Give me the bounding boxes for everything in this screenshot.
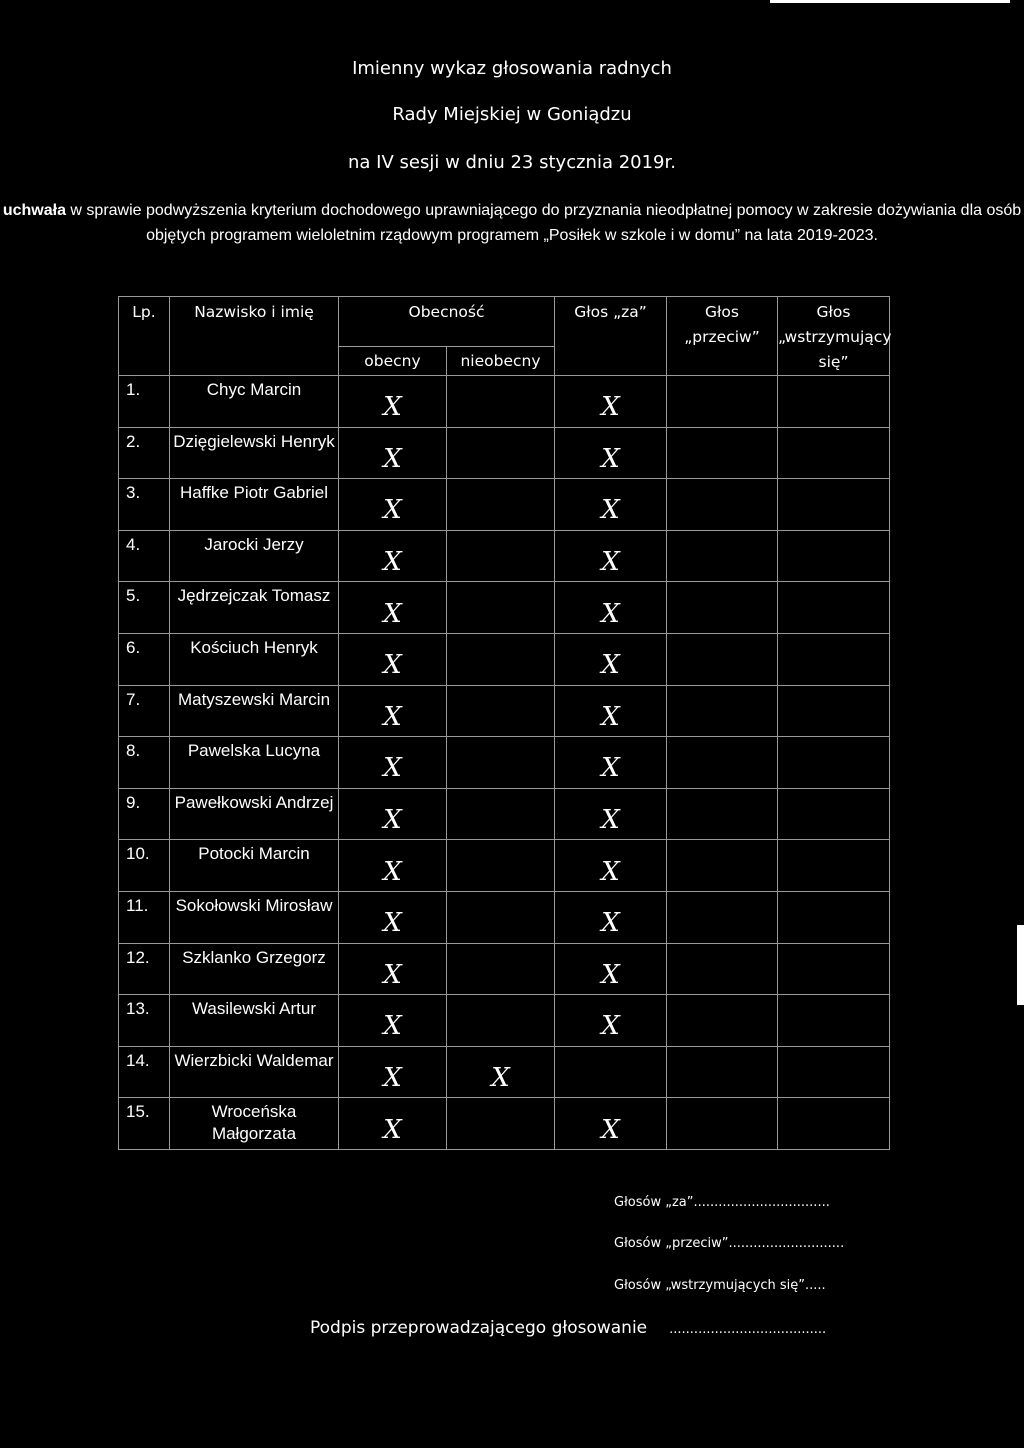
mark-za: X <box>555 995 667 1047</box>
mark-wstrzymujacy <box>778 582 890 634</box>
councillor-name: Jędrzejczak Tomasz <box>170 582 339 634</box>
mark-present: X <box>339 376 447 428</box>
mark-absent <box>447 582 555 634</box>
councillor-name: Pawełkowski Andrzej <box>170 788 339 840</box>
mark-absent <box>447 376 555 428</box>
signature-dots: ...................................... <box>669 1322 827 1337</box>
mark-wstrzymujacy <box>778 1046 890 1098</box>
mark-przeciw <box>667 685 778 737</box>
councillor-name: Szklanko Grzegorz <box>170 943 339 995</box>
mark-wstrzymujacy <box>778 891 890 943</box>
row-number: 11. <box>119 891 170 943</box>
mark-present: X <box>339 530 447 582</box>
mark-present: X <box>339 479 447 531</box>
header-presence: Obecność <box>339 297 555 347</box>
vote-table <box>118 296 890 1150</box>
table-row <box>119 530 890 582</box>
mark-wstrzymujacy <box>778 788 890 840</box>
mark-przeciw <box>667 737 778 789</box>
mark-present: X <box>339 1098 447 1150</box>
mark-wstrzymujacy <box>778 995 890 1047</box>
mark-present: X <box>339 633 447 685</box>
mark-absent <box>447 943 555 995</box>
resolution-text: w sprawie podwyższenia kryterium dochodowego uprawniającego do przyznania nieodpłatnej pomocy w zakresie dożywiania dla osób objętych programem wieloletnim rządowym programem „Posiłek w szkole i w domu” na lata 2019-2023. <box>65 202 1022 244</box>
table-row <box>119 427 890 479</box>
mark-present: X <box>339 685 447 737</box>
row-number: 12. <box>119 943 170 995</box>
mark-za: X <box>555 582 667 634</box>
table-row <box>119 685 890 737</box>
mark-za: X <box>555 737 667 789</box>
table-row <box>119 891 890 943</box>
mark-za: X <box>555 788 667 840</box>
mark-present: X <box>339 891 447 943</box>
mark-przeciw <box>667 1098 778 1150</box>
header-absent: nieobecny <box>447 346 555 375</box>
mark-za: X <box>555 943 667 995</box>
scan-side-mark <box>1017 925 1024 1005</box>
mark-wstrzymujacy <box>778 685 890 737</box>
mark-za: X <box>555 530 667 582</box>
mark-przeciw <box>667 633 778 685</box>
councillor-name: Wasilewski Artur <box>170 995 339 1047</box>
mark-za: X <box>555 891 667 943</box>
mark-present: X <box>339 943 447 995</box>
session-date: na IV sesji w dniu 23 stycznia 2019r. <box>348 152 676 173</box>
row-number: 9. <box>119 788 170 840</box>
mark-za: X <box>555 1098 667 1150</box>
table-row <box>119 943 890 995</box>
header-wstrzymujacy: Głos „wstrzymujący się” <box>778 297 890 376</box>
document-title: Imienny wykaz głosowania radnych <box>352 58 672 79</box>
mark-wstrzymujacy <box>778 633 890 685</box>
councillor-name: Chyc Marcin <box>170 376 339 428</box>
table-row <box>119 479 890 531</box>
mark-absent <box>447 530 555 582</box>
row-number: 6. <box>119 633 170 685</box>
row-number: 3. <box>119 479 170 531</box>
row-number: 10. <box>119 840 170 892</box>
mark-absent <box>447 633 555 685</box>
signature-label: Podpis przeprowadzającego głosowanie <box>310 1318 648 1338</box>
mark-absent <box>447 427 555 479</box>
councillor-name: Haffke Piotr Gabriel <box>170 479 339 531</box>
summary-przeciw: Głosów „przeciw”............................ <box>614 1236 845 1251</box>
table-row <box>119 840 890 892</box>
mark-wstrzymujacy <box>778 479 890 531</box>
mark-za: X <box>555 633 667 685</box>
resolution-subject <box>0 198 1024 248</box>
councillor-name: Pawelska Lucyna <box>170 737 339 789</box>
mark-absent <box>447 995 555 1047</box>
mark-absent <box>447 479 555 531</box>
mark-present: X <box>339 995 447 1047</box>
mark-absent <box>447 1098 555 1150</box>
table-row <box>119 1098 890 1150</box>
row-number: 4. <box>119 530 170 582</box>
header-za: Głos „za” <box>555 297 667 376</box>
row-number: 8. <box>119 737 170 789</box>
mark-present: X <box>339 840 447 892</box>
signature-line <box>310 1318 826 1338</box>
mark-za: X <box>555 376 667 428</box>
mark-przeciw <box>667 427 778 479</box>
row-number: 13. <box>119 995 170 1047</box>
row-number: 14. <box>119 1046 170 1098</box>
mark-absent <box>447 788 555 840</box>
scan-top-edge <box>770 0 1010 3</box>
table-row <box>119 633 890 685</box>
mark-przeciw <box>667 1046 778 1098</box>
mark-wstrzymujacy <box>778 943 890 995</box>
header-name: Nazwisko i imię <box>170 297 339 376</box>
mark-absent <box>447 737 555 789</box>
row-number: 1. <box>119 376 170 428</box>
mark-przeciw <box>667 943 778 995</box>
table-row <box>119 1046 890 1098</box>
mark-present: X <box>339 582 447 634</box>
councillor-name: Sokołowski Mirosław <box>170 891 339 943</box>
mark-wstrzymujacy <box>778 1098 890 1150</box>
mark-za <box>555 1046 667 1098</box>
mark-przeciw <box>667 891 778 943</box>
mark-present: X <box>339 427 447 479</box>
mark-za: X <box>555 479 667 531</box>
table-row <box>119 376 890 428</box>
council-name: Rady Miejskiej w Goniądzu <box>392 104 632 125</box>
mark-za: X <box>555 427 667 479</box>
councillor-name: Matyszewski Marcin <box>170 685 339 737</box>
mark-absent <box>447 685 555 737</box>
mark-przeciw <box>667 376 778 428</box>
mark-present: X <box>339 1046 447 1098</box>
row-number: 7. <box>119 685 170 737</box>
mark-absent <box>447 891 555 943</box>
mark-przeciw <box>667 840 778 892</box>
header-lp: Lp. <box>119 297 170 376</box>
mark-przeciw <box>667 479 778 531</box>
councillor-name: Potocki Marcin <box>170 840 339 892</box>
councillor-name: Wierzbicki Waldemar <box>170 1046 339 1098</box>
row-number: 5. <box>119 582 170 634</box>
mark-wstrzymujacy <box>778 737 890 789</box>
mark-za: X <box>555 840 667 892</box>
mark-absent: X <box>447 1046 555 1098</box>
mark-za: X <box>555 685 667 737</box>
mark-absent <box>447 840 555 892</box>
table-row <box>119 995 890 1047</box>
councillor-name: Kościuch Henryk <box>170 633 339 685</box>
mark-przeciw <box>667 995 778 1047</box>
summary-za: Głosów „za”................................. <box>614 1195 830 1210</box>
table-row <box>119 582 890 634</box>
mark-przeciw <box>667 530 778 582</box>
councillor-name: Jarocki Jerzy <box>170 530 339 582</box>
table-row <box>119 737 890 789</box>
summary-wstrzymujacych: Głosów „wstrzymujących się”..... <box>614 1278 826 1293</box>
mark-wstrzymujacy <box>778 427 890 479</box>
mark-wstrzymujacy <box>778 840 890 892</box>
mark-wstrzymujacy <box>778 376 890 428</box>
row-number: 15. <box>119 1098 170 1150</box>
mark-przeciw <box>667 788 778 840</box>
header-present: obecny <box>339 346 447 375</box>
mark-przeciw <box>667 582 778 634</box>
mark-present: X <box>339 737 447 789</box>
mark-present: X <box>339 788 447 840</box>
row-number: 2. <box>119 427 170 479</box>
councillor-name: Wroceńska Małgorzata <box>170 1098 339 1150</box>
resolution-lead: uchwała <box>2 202 66 219</box>
mark-wstrzymujacy <box>778 530 890 582</box>
table-row <box>119 788 890 840</box>
header-przeciw: Głos „przeciw” <box>667 297 778 376</box>
councillor-name: Dzięgielewski Henryk <box>170 427 339 479</box>
